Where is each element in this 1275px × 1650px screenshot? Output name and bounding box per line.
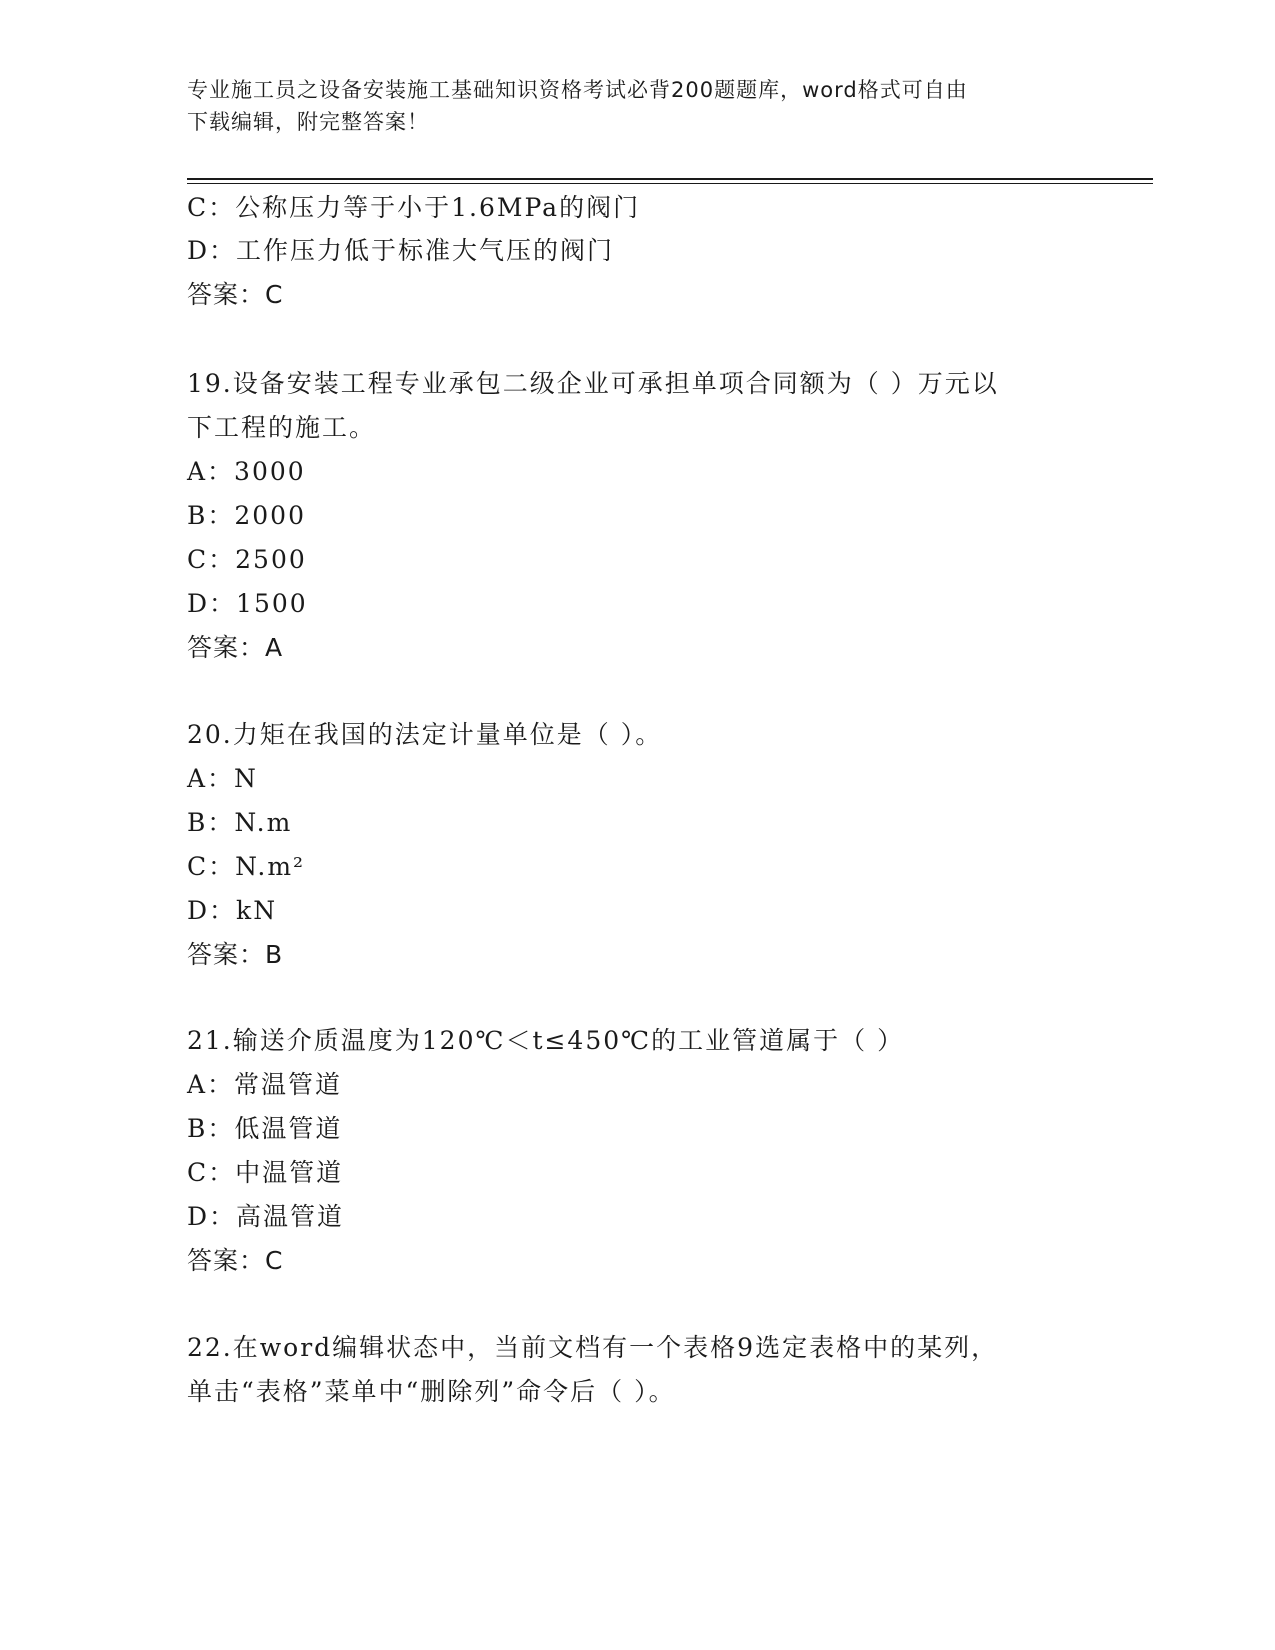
header-title-line-1: 专业施工员之设备安装施工基础知识资格考试必背200题题库，word格式可自由 <box>187 78 968 102</box>
q21-option-b: B：低温管道 <box>187 1114 343 1143</box>
q19-option-b: B：2000 <box>187 501 306 530</box>
document-header <box>187 74 1067 138</box>
q21-option-c: C：中温管道 <box>187 1158 344 1187</box>
header-divider-thick <box>187 178 1153 180</box>
q21-option-a: A：常温管道 <box>187 1070 343 1099</box>
q19-stem-line-1: 19.设备安装工程专业承包二级企业可承担单项合同额为（ ）万元以 <box>187 369 999 398</box>
q18-answer: 答案：C <box>187 280 284 309</box>
q21-option-d: D：高温管道 <box>187 1202 345 1231</box>
q20-option-d: D：kN <box>187 896 278 925</box>
q18-option-c: C：公称压力等于小于1.6MPa的阀门 <box>187 193 641 222</box>
q19-option-c: C：2500 <box>187 545 307 574</box>
q20-answer: 答案：B <box>187 940 284 969</box>
q19-stem-line-2: 下工程的施工。 <box>187 413 377 442</box>
q19-option-a: A：3000 <box>187 457 306 486</box>
q22-stem-line-1: 22.在word编辑状态中，当前文档有一个表格9选定表格中的某列， <box>187 1333 999 1362</box>
q18-option-d: D：工作压力低于标准大气压的阀门 <box>187 236 615 265</box>
q20-option-b: B：N.m <box>187 808 293 837</box>
q19-option-d: D：1500 <box>187 589 308 618</box>
q20-option-c: C：N.m² <box>187 852 306 881</box>
header-title-line-2: 下载编辑，附完整答案！ <box>187 110 429 134</box>
q21-stem: 21.输送介质温度为120℃＜t≤450℃的工业管道属于（ ） <box>187 1026 905 1055</box>
q20-option-a: A：N <box>187 764 258 793</box>
q19-answer: 答案：A <box>187 633 284 662</box>
q22-stem-line-2: 单击“表格”菜单中“删除列”命令后（ ）。 <box>187 1377 676 1406</box>
q20-stem: 20.力矩在我国的法定计量单位是（ ）。 <box>187 720 663 749</box>
q21-answer: 答案：C <box>187 1246 284 1275</box>
header-divider-thin <box>187 183 1153 184</box>
